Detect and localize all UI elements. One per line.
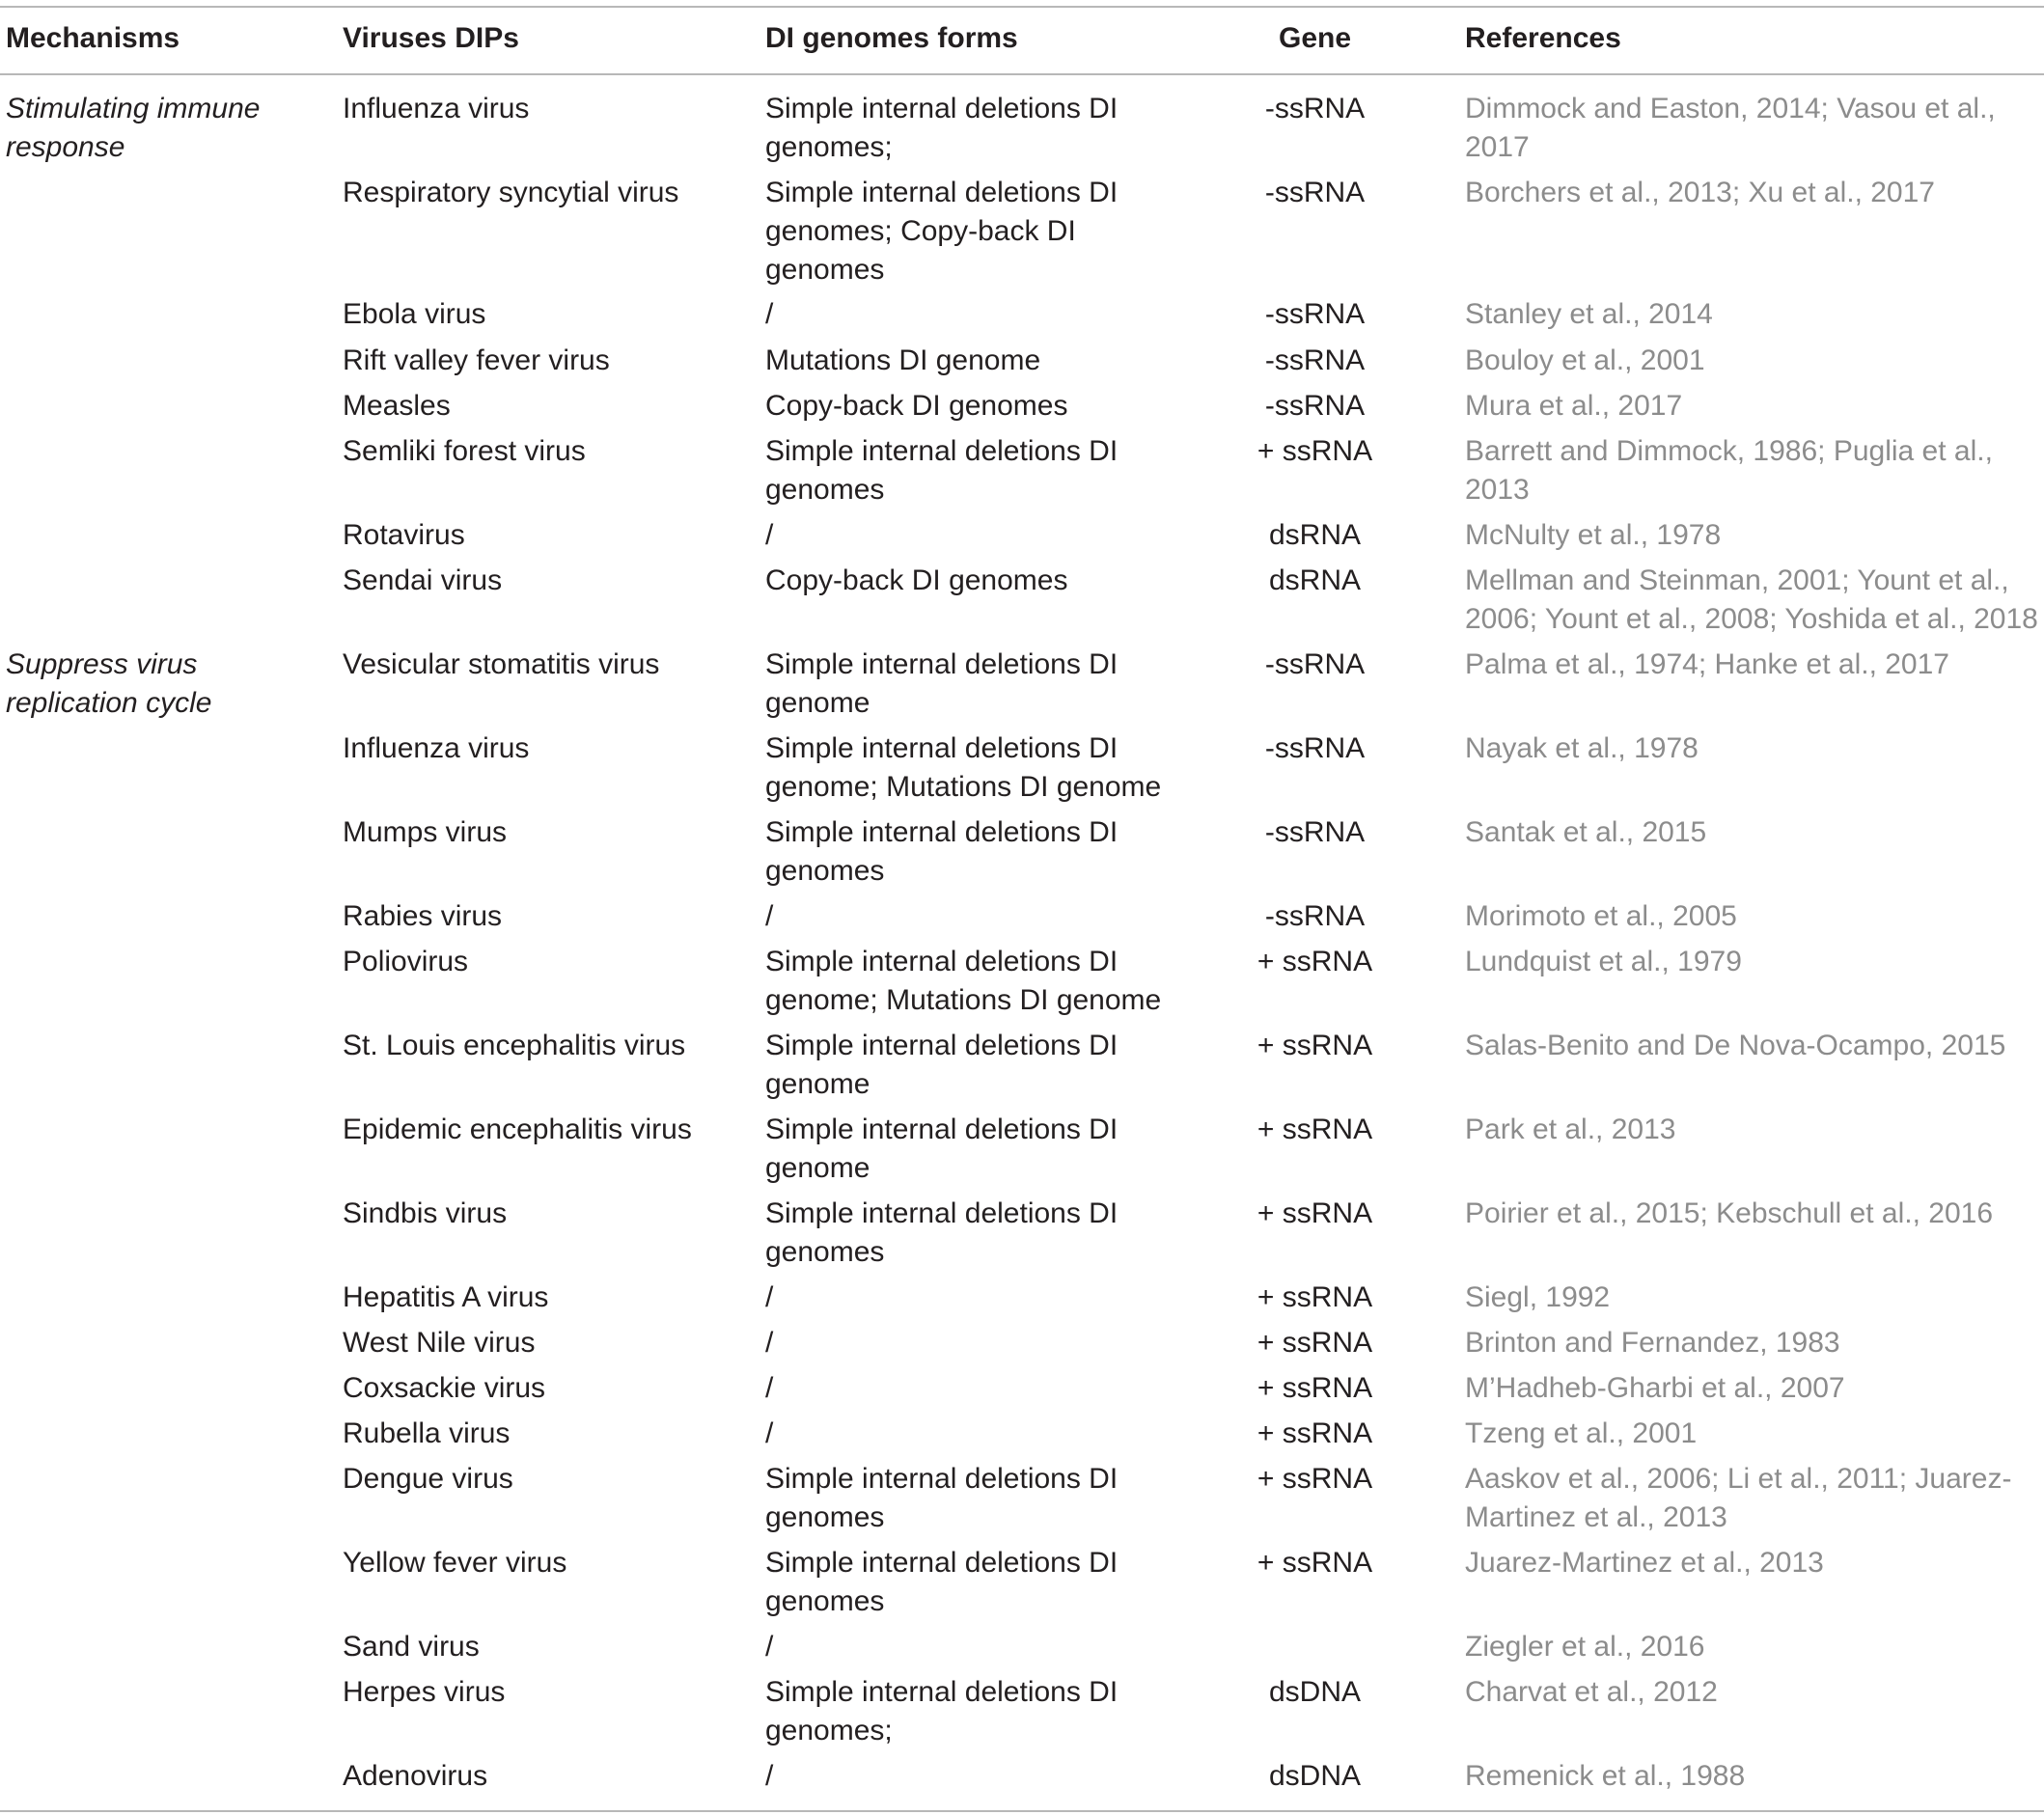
references-cell: Dimmock and Easton, 2014; Vasou et al., 2017 [1465,93,1996,163]
forms-cell: Copy-back DI genomes [765,390,1068,422]
virus-cell: Coxsackie virus [343,1372,546,1404]
gene-cell: -ssRNA [1264,344,1366,376]
forms-cell: Simple internal deletions DI genomes [765,816,1119,887]
virus-cell: Yellow fever virus [343,1547,567,1579]
references-cell: Santak et al., 2015 [1465,816,1707,848]
references-cell: Park et al., 2013 [1465,1114,1676,1145]
gene-cell: -ssRNA [1264,390,1366,422]
gene-cell: + ssRNA [1257,1327,1373,1359]
virus-cell: Rabies virus [343,900,503,932]
forms-cell: / [765,1372,774,1404]
forms-cell: Simple internal deletions DI genomes; [765,93,1119,163]
references-cell: Juarez-Martinez et al., 2013 [1465,1547,1824,1579]
references-cell: Palma et al., 1974; Hanke et al., 2017 [1465,648,1949,680]
bottom-rule [0,1810,2044,1812]
forms-cell: / [765,1281,774,1313]
forms-cell: Simple internal deletions DI genome [765,1030,1119,1100]
virus-cell: Sindbis virus [343,1197,508,1229]
top-rule [0,6,2044,8]
references-cell: Mura et al., 2017 [1465,390,1683,422]
references-cell: Bouloy et al., 2001 [1465,344,1705,376]
header-forms: DI genomes forms [765,22,1018,54]
references-cell: Morimoto et al., 2005 [1465,900,1737,932]
references-cell: Lundquist et al., 1979 [1465,946,1742,977]
virus-cell: St. Louis encephalitis virus [343,1030,686,1061]
header-rule [0,73,2044,75]
virus-cell: Epidemic encephalitis virus [343,1114,692,1145]
virus-cell: Semliki forest virus [343,435,586,467]
forms-cell: Simple internal deletions DI genomes; [765,1676,1119,1746]
virus-cell: Measles [343,390,451,422]
forms-cell: / [765,519,774,551]
gene-cell: -ssRNA [1264,900,1366,932]
virus-cell: Vesicular stomatitis virus [343,648,660,680]
virus-cell: Respiratory syncytial virus [343,177,679,208]
mechanism-cell: Stimulating immune response [6,93,261,163]
forms-cell: Simple internal deletions DI genomes [765,1547,1119,1617]
header-viruses: Viruses DIPs [343,22,519,54]
header-gene: Gene [1278,22,1352,54]
references-cell: Salas-Benito and De Nova-Ocampo, 2015 [1465,1030,2006,1061]
virus-cell: Mumps virus [343,816,508,848]
references-cell: Remenick et al., 1988 [1465,1760,1746,1792]
virus-cell: Ebola virus [343,298,486,330]
forms-cell: Mutations DI genome [765,344,1041,376]
references-cell: M’Hadheb-Gharbi et al., 2007 [1465,1372,1845,1404]
forms-cell: Simple internal deletions DI genomes [765,1463,1119,1533]
forms-cell: / [765,1417,774,1449]
gene-cell: dsRNA [1268,564,1362,596]
gene-cell: -ssRNA [1264,648,1366,680]
gene-cell: + ssRNA [1257,1547,1373,1579]
gene-cell: dsDNA [1268,1676,1362,1708]
gene-cell: -ssRNA [1264,177,1366,208]
forms-cell: / [765,900,774,932]
gene-cell: -ssRNA [1264,816,1366,848]
references-cell: McNulty et al., 1978 [1465,519,1722,551]
gene-cell: + ssRNA [1257,1114,1373,1145]
mechanism-cell: Suppress virus replication cycle [6,648,212,719]
gene-cell: + ssRNA [1257,1372,1373,1404]
references-cell: Aaskov et al., 2006; Li et al., 2011; Juarez-Martinez et al., 2013 [1465,1463,2012,1533]
references-cell: Poirier et al., 2015; Kebschull et al., 2016 [1465,1197,1994,1229]
references-cell: Siegl, 1992 [1465,1281,1611,1313]
gene-cell: dsRNA [1268,519,1362,551]
gene-cell: + ssRNA [1257,1463,1373,1495]
virus-cell: West Nile virus [343,1327,536,1359]
forms-cell: Simple internal deletions DI genome; Mutations DI genome [765,732,1162,803]
references-cell: Mellman and Steinman, 2001; Yount et al., 2006; Yount et al., 2008; Yoshida et al., 2018 [1465,564,2038,635]
virus-cell: Sendai virus [343,564,503,596]
virus-cell: Rotavirus [343,519,465,551]
references-cell: Borchers et al., 2013; Xu et al., 2017 [1465,177,1935,208]
virus-cell: Influenza virus [343,732,530,764]
gene-cell: + ssRNA [1257,1417,1373,1449]
forms-cell: / [765,1631,774,1663]
gene-cell: + ssRNA [1257,435,1373,467]
forms-cell: / [765,1327,774,1359]
forms-cell: Simple internal deletions DI genome; Mutations DI genome [765,946,1162,1016]
references-cell: Barrett and Dimmock, 1986; Puglia et al., 2013 [1465,435,1993,506]
virus-cell: Adenovirus [343,1760,488,1792]
references-cell: Brinton and Fernandez, 1983 [1465,1327,1840,1359]
forms-cell: / [765,1760,774,1792]
gene-cell: + ssRNA [1257,1030,1373,1061]
virus-cell: Rubella virus [343,1417,511,1449]
forms-cell: / [765,298,774,330]
header-references: References [1465,22,1621,54]
gene-cell: -ssRNA [1264,732,1366,764]
references-cell: Nayak et al., 1978 [1465,732,1699,764]
virus-cell: Herpes virus [343,1676,506,1708]
virus-cell: Dengue virus [343,1463,513,1495]
references-cell: Ziegler et al., 2016 [1465,1631,1705,1663]
virus-cell: Hepatitis A virus [343,1281,549,1313]
virus-cell: Poliovirus [343,946,469,977]
gene-cell: + ssRNA [1257,1197,1373,1229]
gene-cell: -ssRNA [1264,298,1366,330]
references-cell: Stanley et al., 2014 [1465,298,1713,330]
virus-cell: Rift valley fever virus [343,344,610,376]
virus-cell: Influenza virus [343,93,530,124]
references-cell: Tzeng et al., 2001 [1465,1417,1698,1449]
forms-cell: Copy-back DI genomes [765,564,1068,596]
virus-cell: Sand virus [343,1631,480,1663]
forms-cell: Simple internal deletions DI genome [765,1114,1119,1184]
gene-cell: -ssRNA [1264,93,1366,124]
references-cell: Charvat et al., 2012 [1465,1676,1718,1708]
gene-cell: + ssRNA [1257,946,1373,977]
forms-cell: Simple internal deletions DI genomes [765,1197,1119,1268]
forms-cell: Simple internal deletions DI genomes; Copy-back DI genomes [765,177,1119,286]
gene-cell: dsDNA [1268,1760,1362,1792]
forms-cell: Simple internal deletions DI genomes [765,435,1119,506]
header-mechanisms: Mechanisms [6,22,180,54]
forms-cell: Simple internal deletions DI genome [765,648,1119,719]
gene-cell: + ssRNA [1257,1281,1373,1313]
